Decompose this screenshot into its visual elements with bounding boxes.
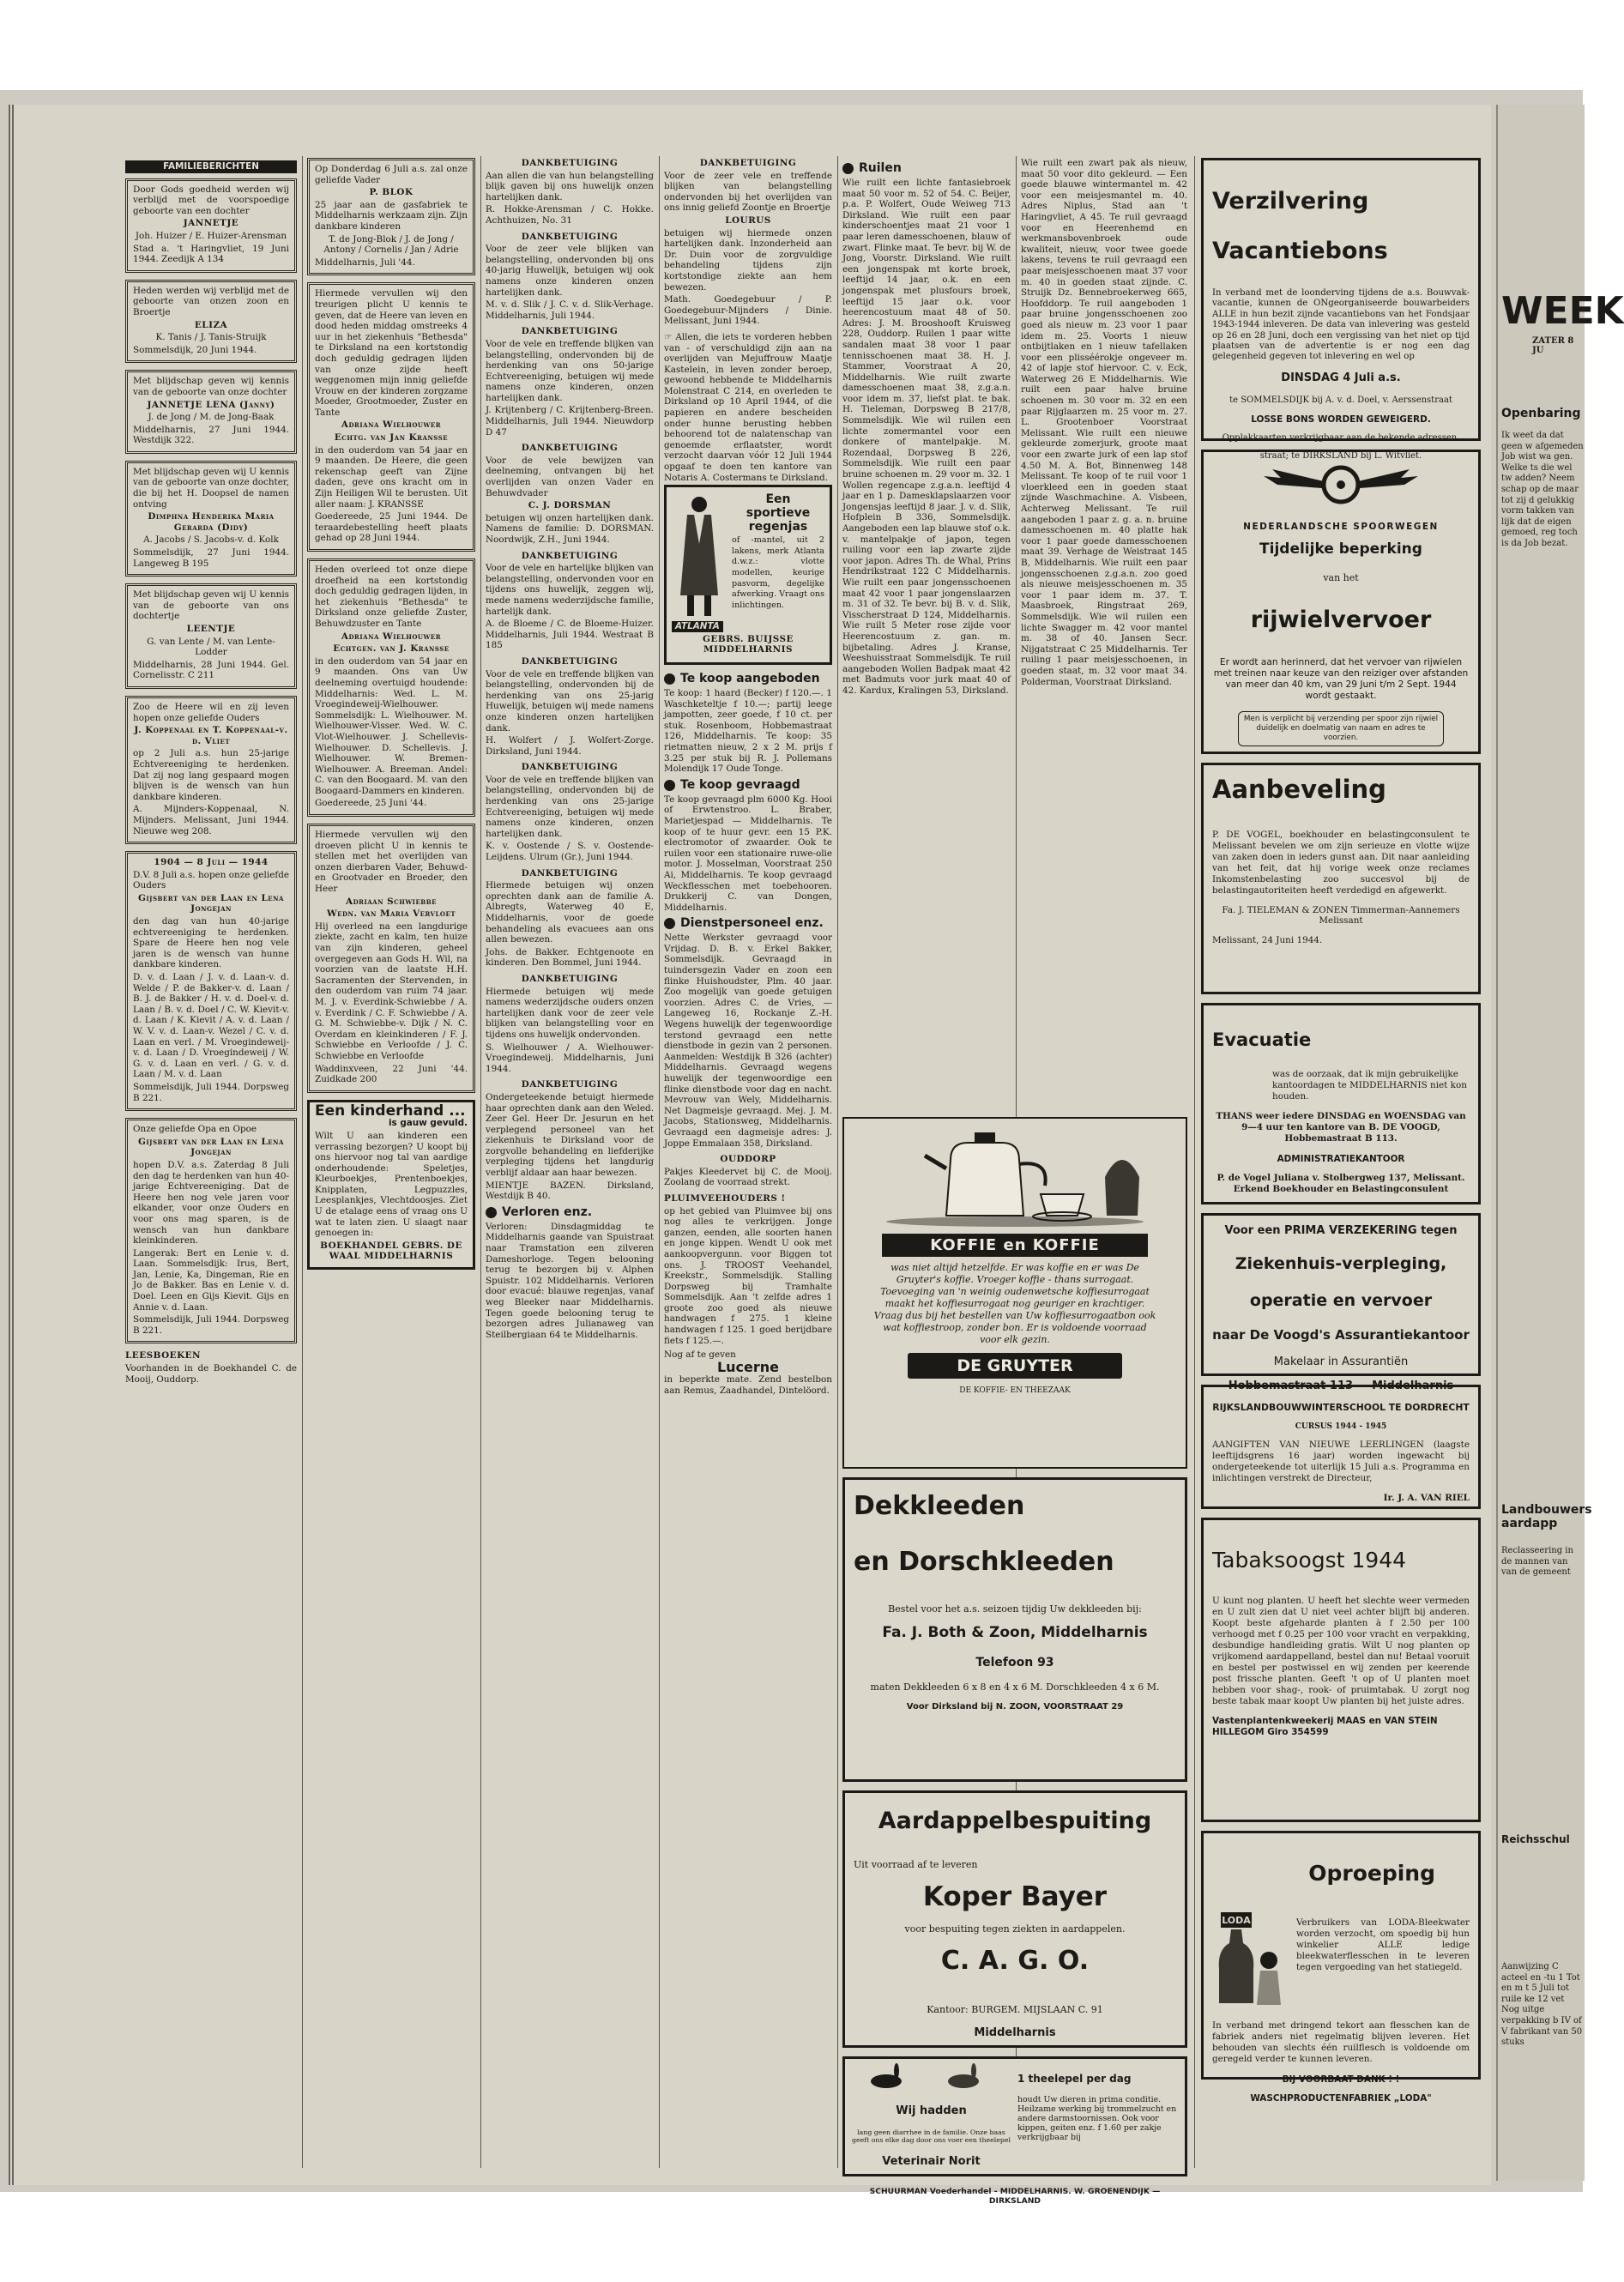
death-notice-schwiebbe: Hiermede vervullen wij den droeven plicht U in kennis te stellen met het overlijden van onzen dierbaren Vader, Behuwd- en Grootvader en Broeder, den Heer Adriaan Schwiebbe Wedn. van Maria Vervloet Hij overleed na een langdurige ziekte, zacht en kalm, ten huize van zijn kinderen, geheel overgegeven aan Gods H. Wil, na voorzien van de laatste H.H. Sacramenten der Stervenden, in den ouderdom van ruim 74 jaar. M. J. v. Everdink-Schwiebbe / A. v. Everdink / C. F. Schwiebbe / A. G. M. Schwiebbe-v. Dijk / N. C. Overdam en kleinkinderen / F. J. Schwiebbe en Verloofde / J. C. Schwiebbe en Verloofde Waddinxveen, 22 Juni '44. Zuidkade 200 <box>307 824 475 1093</box>
section-heading-te-koop-gevraagd: Te koop gevraagd <box>664 780 832 791</box>
bullet-icon <box>664 673 675 685</box>
birth-notice-jannetje: Door Gods goedheid werden wij verblijd met de voorspoedige geboorte van een dochter JANNETJE Joh. Huizer / E. Huizer-Arensman Stad a. 't Haringvliet, 19 Juni 1944. Zeedijk A 134 <box>125 178 297 273</box>
column-thanks: DANKBETUIGING Aan allen die van hun belangstelling blijk gaven bij ons huwelijk onzen hartelijken dank. R. Hokke-Arensman / C. Hokke. Achthuizen, No. 31 DANKBETUIGING Voor de zeer vele blijken van belangstelling, ondervonden bij ons 40-jarig Huwelijk, betuigen wij ook namens onze kinderen onzen hartelijken dank. M. v. d. Slik / J. C. v. d. Slik-Verhage. Middelharnis, Juli 1944. DANKBETUIGING Voor de vele en treffende blijken van belangstelling, ondervonden bij de herdenking van ons 50-jarige Echtvereeniging, betuigen wij mede namens onze kinderen, onzen hartelijken dank. J. Krijtenberg / C. Krijtenberg-Breen. Middelharnis, Juli 1944. Nieuwdorp D 47 DANKBETUIGING Voor de vele bewijzen van deelneming, ontvangen bij het overlijden van onzen Vader en Behuwdvader C. J. DORSMAN betuigen wij onzen hartelijken dank. Namens de familie: D. DORSMAN. Noordwijk, Z.H., Juni 1944. DANKBETUIGING Voor de vele en hartelijke blijken van belangstelling, ondervonden voor en tijdens ons huwelijk, zeggen wij, mede namens wederzijdsche familie, hartelijk dank. A. de Bloeme / C. de Bloeme-Huizer. Middelharnis, Juli 1944. Westraat B 185 DANKBETUIGING Voor de vele en treffende blijken van belangstelling, ondervonden bij de herdenking van ons 25-jarig Huwelijk, betuigen wij mede namens onze kinderen onzen hartelijken dank. H. Wolfert / J. Wolfert-Zorge. Dirksland, Juni 1944. DANKBETUIGING Voor de vele en treffende blijken van belangstelling, ondervonden bij de herdenking van ons 25-jarige Echtvereeniging, betuigen wij mede namens onze kinderen, onzen hartelijken dank. K. v. Oostende / S. v. Oostende-Leijdens. Ulrum (Gr.), Juni 1944. DANKBETUIGING Hiermede betuigen wij onzen oprechten dank aan de familie A. Albregts, Waterweg 40 E, Middelharnis, voor de goede behandeling als evacuees aan ons allen bewezen. Johs. de Bakker. Echtgenoote en kinderen. Den Bommel, Juni 1944. DANKBETUIGING Hiermede betuigen wij mede namens wederzijdsche ouders onzen hartelijken dank voor de zeer vele blijken van belangstelling voor en tijdens ons huwelijk ondervonden. S. Wielhouwer / A. Wielhouwer-Vroegindeweij. Middelharnis, Juni 1944. DANKBETUIGING Ondergeteekende betuigt hiermede haar oprechten dank aan den Weled. Zeer Gel. Heer Dr. Jesurun en het verplegend personeel van het ziekenhuis te Dirksland voor de zorgvolle behandeling en liefderijke verpleging tijdens het langdurig verblijf aldaar aan haar bewezen. MIENTJE BAZEN. Dirksland, Westdijk B 40. Verloren enz. Verloren: Dinsdagmiddag te Middelharnis gaande van Spuistraat naar Tramstation een zilveren Dameshorloge. Tegen belooning terug te bezorgen bij v. Alphen Spuistr. 102 Middelharnis. Verloren door evacué: blauwe regenjas, vanaf weg Bleeker naar Middelharnis. Tegen goede belooning terug te bezorgen adres Julianaweg van Steilbergiaan 64 te Middelharnis. <box>486 158 654 1340</box>
section-heading-te-koop-aangeboden: Te koop aangeboden <box>664 673 832 685</box>
column-rule <box>659 156 660 2168</box>
bullet-icon <box>486 1207 497 1218</box>
death-notice-wielhouwer: Hiermede vervullen wij den treurigen plicht U kennis te geven, dat de Heere van leven en dood heden middag omstreeks 4 uur in het ziekenhuis "Bethesda" te Dirksland na een kortstondig doch geduldig gedragen lijden van onze zijde heeft weggenomen mijn innig geliefde Vrouw en der kinderen zorgzame Moeder, Grootmoeder, Zuster en Tante Adriana Wielhouwer Echtg. van Jan Kransse in den ouderdom van 54 jaar en 9 maanden. De Heere, die geen rekenschap geeft van Zijne daden, geve ons kracht om in Zijn Heiligen Wil te berusten. Uit aller naam: J. KRANSSE Goedereede, 25 Juni 1944. De teraardebestelling heeft plaats gehad op 28 Juni 1944. <box>307 282 475 552</box>
atlanta-logo: ATLANTA <box>672 621 723 632</box>
ad-veterinair-norit: Wij hadden lang geen diarrhee in de familie. Onze baas geeft ons elke dag door ons voer een theelepel Veterinair Norit 1 theelepel per dag houdt Uw dieren in prima conditie. Heilzame werking bij trommelzucht en andere darmstoornissen. Ook voor kippen, geiten enz. f 1.60 per zakje verkrijgbaar bij SCHUURMAN Voederhandel - MIDDELHARNIS. W. GROENENDIJK — DIRKSLAND <box>842 2056 1187 2176</box>
ad-tabaksoogst: Tabaksoogst 1944 U kunt nog planten. U heeft het slechte weer vermeden en U zult zien dat U niet veel achter blijft bij anderen. Koopt beste afgeharde planten à f 2.50 per 100 verhoogd met f 0.25 per 100 voor vracht en verpakking, desbundige handleiding gratis. Wilt U nog planten op vrijkomend aardappelland, bestel dan nu! Betaal vooruit en bestel per postwissel en wij zenden per keerende post frissche planten. Geeft 't op of U planten moet hebben voor shag-, rook- of pruimtabak. U zorgt nog beste tabak maar koopt Uw planten bij het juiste adres. Vastenplantenkweekerij MAAS en VAN STEIN HILLEGOM Giro 354599 <box>1201 1518 1481 1822</box>
section-heading-verloren: Verloren enz. <box>486 1207 654 1218</box>
loda-bottle-illustration <box>1212 1909 1289 2012</box>
birth-notice-didy: Met blijdschap geven wij U kennis van de geboorte van onze dochter, die bij het H. Doopsel de namen ontving Dimphna Henderika Maria Gerarda (Didy) A. Jacobs / S. Jacobs-v. d. Kolk Sommelsdijk, 27 Juni 1944. Langeweg B 195 <box>125 461 297 577</box>
svg-text:LODA: LODA <box>1222 1915 1251 1926</box>
section-heading-familieberichten: FAMILIEBERICHTEN <box>125 160 297 173</box>
ad-kinderhand: Een kinderhand ... is gauw gevuld. Wilt U aan kinderen een verrassing bezorgen? U koopt bij ons hiervoor nog tal van aardige onderhoudende: Speletjes, Kleurboekjes, Prentenboekjes, Knipplaten, Legpuzzles, Leesplankjes, Vlechtdoosjes. Ziet U de etalage eens of vraag ons U wat te laten zien. U slaagt naar genoegen in: BOEKHANDEL GEBRS. DE WAAL MIDDELHARNIS <box>307 1100 475 1270</box>
ad-koffie-de-gruyter: KOFFIE en KOFFIE was niet altijd hetzelfde. Er was koffie en er was De Gruyter's koffie. Vroeger koffie - thans surrogaat. Toevoeging van 'n weinig oudenwetsche koffiesurrogaat maakt het koffiesurrogaat nog geuriger en krachtiger. Vraag dus bij het bestellen van Uw koffiesurrogaatbon ook wat koffiestroop, zonder bon. Er is voldoende voorraad voor elk gezin. DE GRUYTER DE KOFFIE- EN THEEZAAK <box>842 1117 1187 1469</box>
ad-oproeping-loda: Oproeping LODA Verbruikers van LODA-Bleekwater worden verzocht, om spoedig bij hun winkelier ALLE ledige bleekwaterflesschen in te leveren tegen vergoeding van het statiegeld. In verband met dringend tekort aan flesschen kan de fabriek anders niet regelmatig blijven leveren. Het behouden van slechts één ruilflesch is voldoende om geregeld verder te kunnen leveren. BIJ VOORBAAT DANK ! ! WASCHPRODUCTENFABRIEK „LODA" <box>1201 1831 1481 2080</box>
coffee-pot-illustration <box>856 1126 1174 1229</box>
birth-notice-leentje: Met blijdschap geven wij U kennis van de geboorte van ons dochtertje LEENTJE G. van Lente / M. van Lente-Lodder Middelharnis, 28 Juni 1944. Gel. Cornelisstr. C 211 <box>125 583 297 689</box>
column-rule <box>1194 156 1195 2168</box>
newspaper-page <box>9 105 1491 2207</box>
ad-sportieve-regenjas: Een sportieve regenjas of -mantel, uit 2 lakens, merk Atlanta d.w.z.: vlotte modellen, keurige pasvorm, degelijke afwerking. Vraagt ons inlichtingen. ATLANTA GEBRS. BUIJSSE MIDDELHARNIS <box>664 485 832 665</box>
jubilee-notice-blok: Op Donderdag 6 Juli a.s. zal onze geliefde Vader P. BLOK 25 jaar aan de gasfabriek te Middelharnis werkzaam zijn. Zijn dankbare kinderen T. de Jong-Blok / J. de Jong / Antony / Cornelis / Jan / Adrie Middelharnis, Juli '44. <box>307 158 475 275</box>
column-ruilen: Ruilen Wie ruilt een lichte fantasiebroek maat 50 voor m. 52 of 54. C. Beijer, p.a. P. Wolfert, Oude Weiweg 713 Dirksland. Wie ruilt een paar kinderschoentjes maat 21 voor 1 paar leren damesschoenen, blauw of zwart. Flinke maat. Te bevr. bij W. de Jong, Voorstr. Dirksland. Wie ruilt een jongenspak mt korte broek, leeftijd 14 jaar, o.k. en een jongenspak met plusfours broek, leeftijd 15 jaar o.k. voor heerencostuum maat 48 of 50. Adres: J. M. Brooshooft Kruisweg 228, Ouddorp. Ruilen 1 paar witte sandalen maat 38 voor 1 paar tennisschoenen maat 38. H. J. Stammer, Voorstraat A 20, Middelharnis. Wie ruilt zwarte damesschoenen maat 38, z.g.a.n. voor idem m. 37, liefst plat. te bak. H. Tieleman, Dorpsweg B 217/8, Sommelsdijk. Wie wil ruilen een lichte zomermantel voor een donkere of mantelpakje. M. Rozendaal, Dorpsweg B 226, Sommelsdijk. Wie ruilt een paar bruine schoenen m. 29 voor m. 32. 1 Wollen regencape z.g.a.n. leeftijd 4 jaar en 1 p. Damesklapslaarzen voor Jongensjas leeftijd 8 jaar. J. v. d. Slik, Hofplein B 336, Sommelsdijk. Aangeboden een lap blauwe stof o.k. v. mantelpakje of japon, tegen ruiling voor een lap zwarte zijde voor japon. Adres Th. de Whal, Prins Hendrikstraat 122 C Middelharnis. Wie ruilt een paar jongensschoenen maat 42 voor 1 paar jongenslaarzen m. 31 of 32. Te bevr. bij B. v. d. Slik, Visscherstraat D 124, Middelharnis. Wie ruilt 5 Meter rose zijde voor Heerencostuum z. gan. m. bijbetaling. Adres J. Kranse, Weeshuisstraat Sommelsdijk. Te ruil aangeboden Wollen Badpak maat 42 met Badmuts voor jurk maat 40 of 42. Kardux, Kralingen 53, Dirksland. <box>842 161 1011 696</box>
ad-aanbeveling: Aanbeveling P. DE VOGEL, boekhouder en belastingconsulent te Melissant bevelen we om zijn serieuze en vlotte wijze van zaken doen in ieders gunst aan. Dit naar aanleiding van het feit, dat hij vorige week onze reclames Inkomstenbelasting zoo succesvol bij de belastingautoriteiten heeft verdedigd en afgewerkt. Fa. J. TIELEMAN & ZONEN Timmerman-Aannemers Melissant Melissant, 24 Juni 1944. <box>1201 763 1481 994</box>
ad-evacuatie: Evacuatie was de oorzaak, dat ik mijn gebruikelijke kantoordagen te MIDDELHARNIS niet kon houden. THANS weer iedere DINSDAG en WOENSDAG van 9—4 uur ten kantore van B. DE VOOGD, Hobbemastraat B 113. ADMINISTRATIEKANTOOR P. de Vogel Juliana v. Stolbergweg 137, Melissant. Erkend Boekhouder en Belastingconsulent <box>1201 1003 1481 1204</box>
pointing-hand-icon: ☞ <box>664 331 676 342</box>
rabbits-illustration <box>852 2062 1006 2090</box>
raincoat-figure-icon <box>672 492 727 621</box>
column-classifieds-1: DANKBETUIGING Voor de zeer vele en treffende blijken van belangstelling ondervonden bij het overlijden van ons innig geliefd Zoontje en Broertje LOURUS betuigen wij hiermede onzen hartelijken dank. Inzonderheid aan Dr. Duin voor de zorgvuldige behandeling tijdens zijn kortstondige ziekte aan hem bewezen. Math. Goedegebuur / P. Goedegebuur-Mijnders / Dinie. Melissant, Juni 1944. ☞ Allen, die iets te vorderen hebben van - of verschuldigd zijn aan na overlijden van Mejuffrouw Maatje Kastelein, in leven zonder beroep, gewoond hebbende te Middelharnis Molenstraat C 214, en overleden te Dirksland op 10 April 1944, of die papieren en andere bescheiden onder hunne berusting hebben behoorend tot de nalatenschap van genoemde erflaatster, wordt verzocht daarvan vóór 12 Juli 1944 opgaaf te doen ten kantore van Notaris A. Costermans te Dirksland. Een sportieve regenjas of -mantel, uit 2 lakens, merk Atlanta d.w.z.: vlotte modellen, keurige pasvorm, degelijke afwerking. Vraagt ons inlichtingen. ATLANTA GEBRS. BUIJSSE MIDDELHARNIS Te koop aangeboden Te koop: 1 haard (Becker) f 120.—. 1 Waschketeltje f 10.—; partij leege jampotten, zeer goede, f 10 ct. per stuk. Rosenboom, Hobbemastraat 126, Middelharnis. Te koop: 35 rietmatten nieuw, 2 x 2 M. prijs f 3.25 per stuk bij R. J. Pollemans Molendijk 17 Oude Tonge. Te koop gevraagd Te koop gevraagd plm 6000 Kg. Hooi of Erwtenstroo. L. Braber, Marietjespad — Middelharnis. Te koop of te huur gevr. een 15 P.K. electromotor of zwaarder. Ook te ruilen voor een stationaire ruwe-olie motor. J. Mosselman, Voorstraat 250 Ai, Middelharnis. Te koop gevraagd Weckflesschen met toebehooren. Drukkerij C. van Dongen, Middelharnis. Dienstpersoneel enz. Nette Werkster gevraagd voor Vrijdag. D. B. v. Erkel Bakker, Sommelsdijk. Gevraagd in tuindersgezin Vader en zoon een flinke Huishoudster, Plm. 40 jaar. Zoo mogelijk van goede getuigen voorzien. Adres C. de Vries, — Langeweg 16, Rockanje Z.-H. Wegens huwelijk der tegenwoordige terstond gevraagd een nette dienstbode in gezin van 2 personen. Aanmelden: Westdijk B 326 (achter) Middelharnis. Gevraagd wegens huwelijk der tegenwoordige een flinke dienstbode voor dag en nacht. Mevrouw van Wely, Middelharnis. Net Dagmeisje gevraagd. Mej. J. M. Jacobs, Stationsweg, Middelharnis. Gevraagd een dagmeisje adres: J. Joppe Emmalaan 358, Dirksland. OUDDORP Pakjes Kleedervet bij C. de Mooij. Zoolang de voorraad strekt. PLUIMVEEHOUDERS ! op het gebied van Pluimvee bij ons nog alles te verkrijgen. Jonge ganzen, eenden, alle soorten hanen en jonge kippen. Wendt U ook met aankoopvergunn. voor Biggen tot ons. J. TROOST Veehandel, Kreekstr., Sommelsdijk. Stalling Dorpsweg bij Tramhalte Sommelsdijk. Aan 't zelfde adres 1 groote zoo goed als nieuwe handwagen f 275. 1 kleine handwagen f 125. 1 goed berijdbare fiets f 125.—. Nog af te geven Lucerne in beperkte mate. Zend bestelbon aan Remus, Zaadhandel, Dintelöord. <box>664 158 832 1397</box>
column-rule <box>480 156 481 2168</box>
anniversary-van-der-laan: 1904 — 8 Juli — 1944 D.V. 8 Juli a.s. hopen onze geliefde Ouders Gijsbert van der Laan en Lena Jongejan den dag van hun 40-jarige echtvereeniging te herdenken. Spare de Heere hen nog vele jaren is de wensch van hunne dankbare kinderen. D. v. d. Laan / J. v. d. Laan-v. d. Welde / P. de Bakker-v. d. Laan / B. J. de Bakker / H. v. d. Doel-v. d. Laan / B. v. d. Doel / C. W. Kievit-v. d. Laan / K. Kievit / A. v. d. Laan / W. V. v. d. Laan-v. Wezel / C. v. d. Laan en verl. / M. Vroegindeweij-v. d. Laan / D. Vroegindeweij / W. G. v. d. Laan en verl. / G. v. d. Laan / M. v. d. Laan Sommelsdijk, Juli 1944. Dorpsweg B 221. <box>125 851 297 1111</box>
birth-notice-janny: Met blijdschap geven wij kennis van de geboorte van onze dochter JANNETJE LENA (Janny) J. de Jong / M. de Jong-Baak Middelharnis, 27 Juni 1944. Westdijk 322. <box>125 370 297 454</box>
column-notices-2 <box>307 158 475 1278</box>
koffie-banner: KOFFIE en KOFFIE <box>882 1234 1148 1257</box>
ad-aardappelbespuiting: Aardappelbespuiting Uit voorraad af te leveren Koper Bayer voor bespuiting tegen ziekten in aardappelen. C. A. G. O. Kantoor: BURGEM. MIJSLAAN C. 91 Middelharnis <box>842 1790 1187 2048</box>
ad-nederlandsche-spoorwegen: NEDERLANDSCHE SPOORWEGEN Tijdelijke beperking van het rijwielvervoer Er wordt aan herinnerd, dat het vervoer van rijwielen met treinen naar keuze van den reiziger over afstanden van meer dan 40 km, van 29 Juni t/m 2 Sept. 1944 wordt gestaakt. Men is verplicht bij verzending per spoor zijn rijwiel duidelijk en doelmatig van naam en adres te voorzien. <box>1201 450 1481 754</box>
de-gruyter-logo: DE GRUYTER <box>908 1353 1122 1379</box>
section-heading-dienstpersoneel: Dienstpersoneel enz. <box>664 918 832 929</box>
anniversary-grandparents: Onze geliefde Opa en Opoe Gijsbert van der Laan en Lena Jongejan hopen D.V. a.s. Zaterdag 8 Juli den dag te herdenken van hun 40-jarige Echtvereeniging. Dat de Heere hen nog vele jaren voor elkander, voor onze Ouders en voor ons mag sparen, is de wensch van hun dankbare kleinkinderen. Langerak: Bert en Lenie v. d. Laan. Sommelsdijk: Irus, Bert, Jan, Lenie, Ka, Dingeman, Rie en Jo de Bakker. Bas en Lenie v. d. Doel. Leen en Gijs Kievit. Gijs en Annie v. d. Laan. Sommelsdijk, Juli 1944. Dorpsweg B 221. <box>125 1118 297 1343</box>
leesboeken-text: Voorhanden in de Boekhandel C. de Mooij, Ouddorp. <box>125 1363 297 1385</box>
column-rule <box>837 156 838 2168</box>
column-rule <box>302 156 303 2168</box>
ad-dekkleeden: Dekkleeden en Dorschkleeden Bestel voor het a.s. seizoen tijdig Uw dekkleeden bij: Fa. J. Both & Zoon, Middelharnis Telefoon 93 maten Dekkleeden 6 x 8 en 4 x 6 M. Dorschkleeden 4 x 6 M. Voor Dirksland bij N. ZOON, VOORSTRAAT 29 <box>842 1477 1187 1782</box>
estate-notice: ☞ Allen, die iets te vorderen hebben van - of verschuldigd zijn aan na overlijden van Mejuffrouw Maatje Kastelein, in leven zonder beroep, gewoond hebbende te Middelharnis Molenstraat C 214, en overleden te Dirksland op 10 April 1944, of die papieren en andere bescheiden onder hunne berusting hebben behoorend tot de nalatenschap van genoemde erflaatster, wordt verzocht daarvan vóór 12 Juli 1944 opgaaf te doen ten kantore van Notaris A. Costermans te Dirksland. <box>664 331 832 483</box>
column-ruilen-continued: Wie ruilt een zwart pak als nieuw, maat 50 voor dito gekleurd. — Een goede blauwe wintermantel m. 42 voor een meisjesmantel m. 40. Adres Niplus, Stad aan 't Haringvliet, A 45. Te ruil gevraagd voor en Heerenhemd en werkmansbovenbroek oude kwaliteit, nieuw, voor twee goede lakens, tevens te ruil gevraagd een paar meisjesschoenen maat 37 voor m. 40 in goeden staat zijnde. C. Struijk Dz. Bennebroekerweg 665, Hoofddorp. Te ruil aangeboden 1 paar bruine jongensschoenen zoo goed als nieuw m. 23 voor 1 paar idem m. 25. Voorts 1 nieuw ontbijtlaken en 1 nieuw tafellaken voor een plisséérokje ongeveer m. 42 of lapje stof hiervoor. C. v. Eck, Waterweg 26 E Middelharnis. Wie ruilt een paar halve bruine schoenen m. 30 voor m. 32 en een paar Rijglaarzen m. 25 voor m. 27. L. Grootenboer Voorstraat Melissant. Wie ruilt een nieuwe gekleurde zomerjurk, groote maat voor een zwarte jurk of een lap stof 4.50 M. A. Bot, Binnenweg 148 Melissant. Te koop of te ruil voor 1 vloerkleed een in goeden staat zijnde Waschmachine. A. Visbeen, Achterweg Melissant. Te ruil aangeboden 1 paar z. g. a. n. bruine damesschoenen m. 40 platte hak voor 1 paar goede damesschoenen maat 39. Verhage de Weistraat 145 B, Middelharnis. Wie ruilt een paar jongensschoenen z.g.a.n. zoo goed als nieuwe meisjesschoenen m. 35 voor 1 paar idem m. 37. T. Maasbroek, Ringstraat 269, Sommelsdijk. Wie wil ruilen een lichte Swagger m. 42 voor mantel m. 38 of 40. Jansen Secr. Nijgatstraat C 25 Middelharnis. Ter ruiling 1 paar meisjesschoenen, in goeden staat, m. 32 voor maat 34. Polderman, Voorstraat Dirksland. <box>1021 158 1187 687</box>
leesboeken-heading: LEESBOEKEN <box>125 1350 202 1361</box>
bullet-icon <box>664 918 675 929</box>
birth-notice-eliza: Heden werden wij verblijd met de geboorte van onzen zoon en Broertje ELIZA K. Tanis / J. Tanis-Struijk Sommelsdijk, 20 Juni 1944. <box>125 280 297 364</box>
section-heading-ruilen: Ruilen <box>842 163 1011 174</box>
adjacent-page-strip: WEEK ZATER 8 JU Openbaring Ik weet da dat geen w afgemeden Job wist wa gen. Welke ts die wel tw adden? Neem schap op de maar tot zij d gelukkig vorm takken van lijk dat de eigen gemoed, reg toch is da Job bezat. Landbouwers aardapp Reclasseering in de mannen van van de gemeent Reichsschul Aanwijzing C acteel en -tu 1 Tot en m t 5 Juli tot ruile ke 12 vet Nog uitge verpakking b IV of V fabrikant van 50 stuks <box>1496 105 1585 2181</box>
anniversary-koppenaal: Zoo de Heere wil en zij leven hopen onze geliefde Ouders J. Koppenaal en T. Koppenaal-v. d. Vliet op 2 Juli a.s. hun 25-jarige Echtvereeniging te herdenken. Dat zij nog lang gespaard mogen blijven is de wensch van hun dankbare kinderen. A. Mijnders-Koppenaal, N. Mijnders. Melissant, Juni 1944. Nieuwe weg 208. <box>125 696 297 844</box>
winged-wheel-icon <box>1212 457 1470 509</box>
column-display-ads <box>1201 158 1481 2104</box>
ad-ziekenhuis-verzekering: Voor een PRIMA VERZEKERING tegen Ziekenhuis-verpleging, operatie en vervoer naar De Voogd's Assurantiekantoor Makelaar in Assurantiën Hobbemastraat 113 — Middelharnis <box>1201 1213 1481 1376</box>
bullet-icon <box>842 163 854 174</box>
ad-rijkslandbouwwinterschool: RIJKSLANDBOUWWINTERSCHOOL TE DORDRECHT CURSUS 1944 - 1945 AANGIFTEN VAN NIEUWE LEERLINGEN (laagste leeftijdsgrens 16 jaar) worden ingewacht bij ondergeteekende tot uiterlijk 15 Juli a.s. Programma en inlichtingen verstrekt de Directeur, Ir. J. A. VAN RIEL <box>1201 1385 1481 1509</box>
death-notice-wielhouwer-family: Heden overleed tot onze diepe droefheid na een kortstondig doch geduldig gedragen lijden, in het ziekenhuis "Bethesda" te Dirksland onze geliefde Zuster, Behuwdzuster en Tante Adriana Wielhouwer Echtgen. van J. Kransse in den ouderdom van 54 jaar en 9 maanden. Ons van Uw deelneming overtuigd houdende: Middelharnis: Wed. L. M. Vroegindeweij-Wielhouwer. Sommelsdijk: L. Wielhouwer. M. Wielhouwer-Visser. Wed. W. C. Vlot-Wielhouwer. J. Schellevis-Wielhouwer. D. Schellevis. J. Wielhouwer. W. Bremen-Wielhouwer. A. Breeman. Andel: C. van den Boogaard. M. van den Boogaard-Dammers en kinderen. Goedereede, 25 Juni '44. <box>307 558 475 817</box>
ad-verzilvering-vacantiebons: Verzilvering Vacantiebons In verband met de loonderving tijdens de a.s. Bouwvak-vacantie, kunnen de ONgeorganiseerde bouwarbeiders ALLE in hun bezit zijnde vacantiebons van het Fondsjaar 1943-1944 inleveren. De data van inlevering was gesteld op 26 en 28 Juni, doch een vergissing van het niet op tijd plaatsen van de advertentie is er nog een dag gelegenheid gegeven tot inlevering en wel op DINSDAG 4 Juli a.s. te SOMMELSDIJK bij A. v. d. Doel, v. Aerssenstraat LOSSE BONS WORDEN GEWEIGERD. Opplakkaarten verkrijgbaar aan de bekende adressen. straat; te DIRKSLAND bij L. Witvliet. <box>1201 158 1481 441</box>
bullet-icon <box>664 780 675 791</box>
column-family-notices <box>125 158 297 1386</box>
